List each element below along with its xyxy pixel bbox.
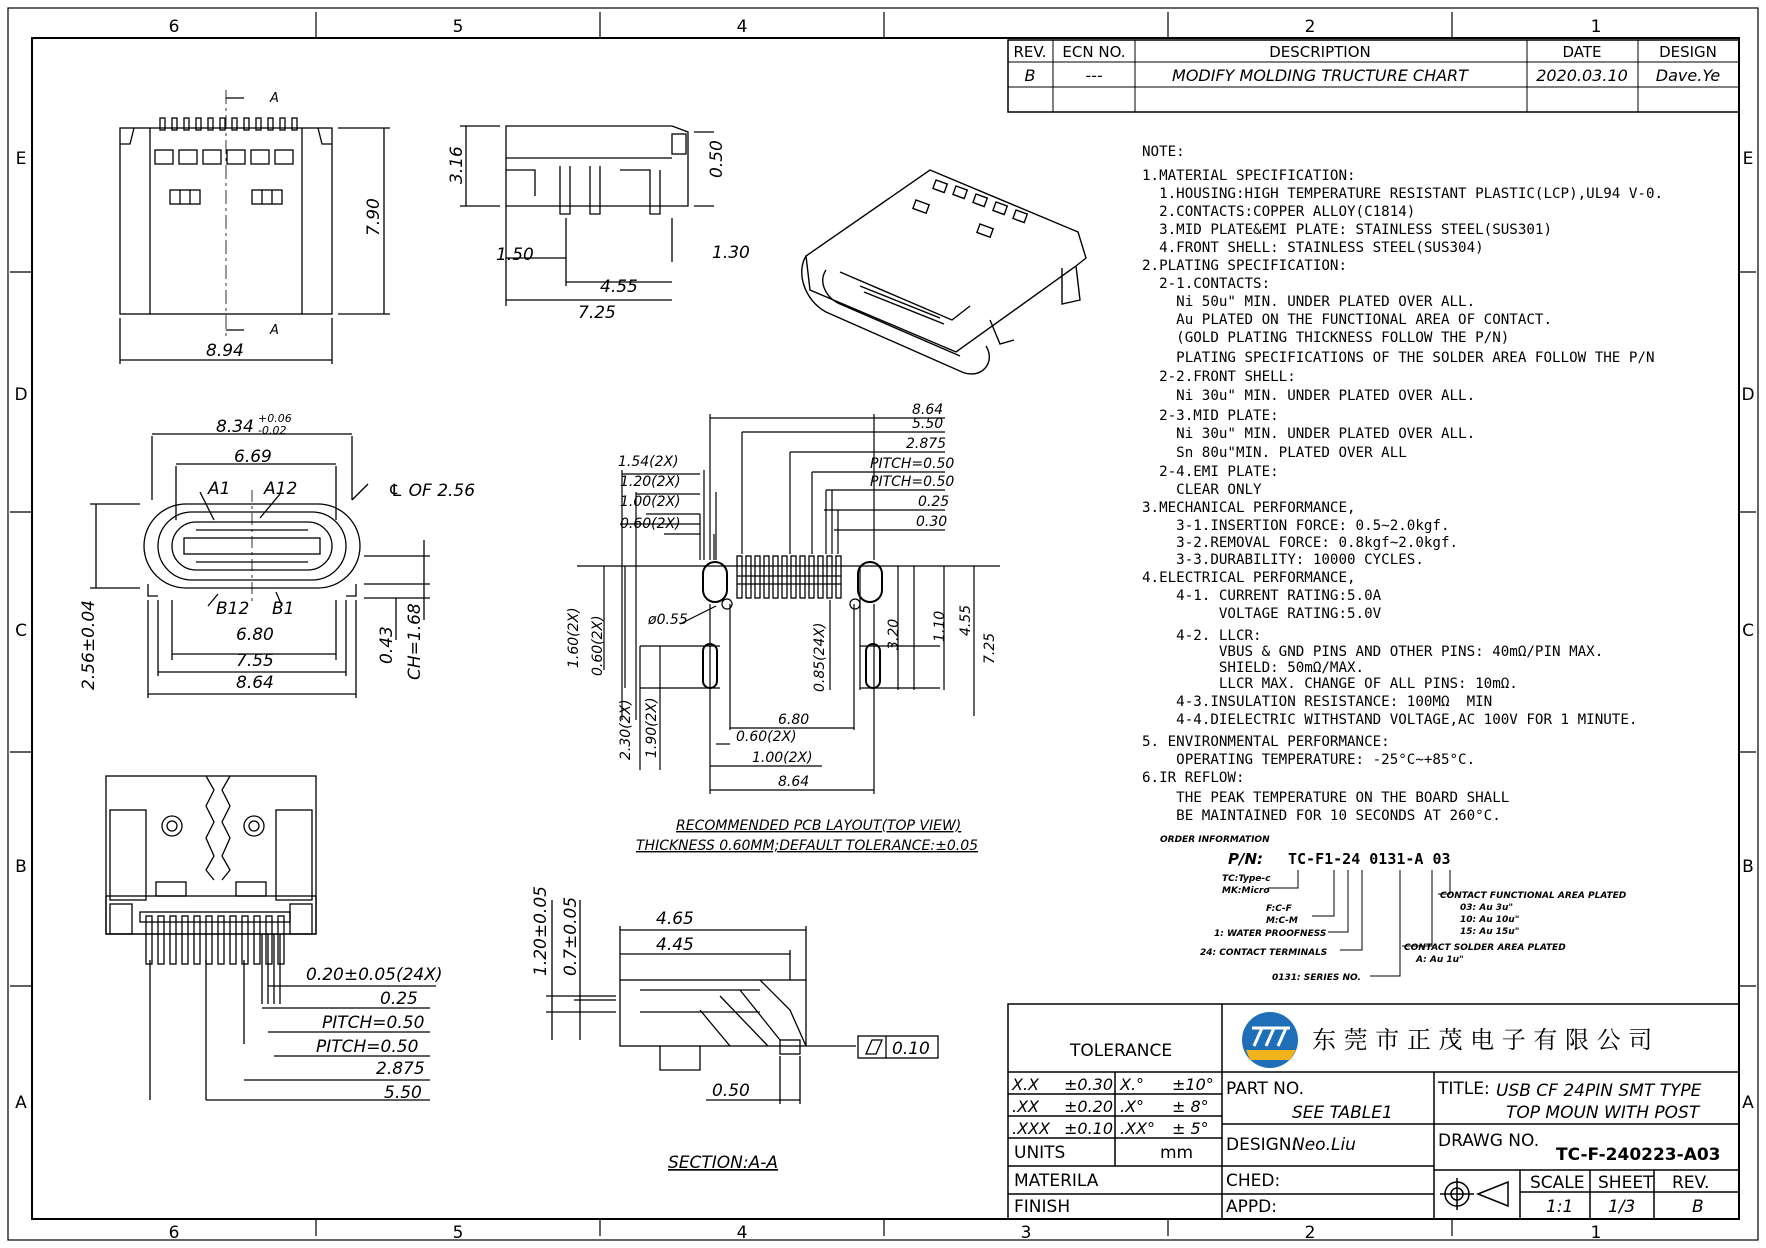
dim-7-55: 7.55 bbox=[236, 651, 274, 671]
note-line: 3-1.INSERTION FORCE: 0.5~2.0kgf. bbox=[1142, 518, 1450, 534]
pn-label: P/N: bbox=[1228, 850, 1264, 868]
scale-label: SCALE bbox=[1530, 1173, 1585, 1193]
order-legend: M:C-M bbox=[1266, 916, 1298, 926]
section-dim: 1.20±0.05 bbox=[531, 886, 551, 976]
pcb-dim: PITCH=0.50 bbox=[870, 474, 955, 490]
pcb-dim: 6.80 bbox=[778, 712, 810, 728]
note-line: 6.IR REFLOW: bbox=[1142, 770, 1245, 786]
units-value: mm bbox=[1160, 1143, 1194, 1163]
bottom-dim: 2.875 bbox=[376, 1059, 425, 1079]
order-legend: A: Au 1u" bbox=[1416, 955, 1464, 965]
dim-6-80: 6.80 bbox=[236, 625, 274, 645]
material-label: MATERILA bbox=[1014, 1171, 1099, 1191]
flatness-value: 0.10 bbox=[892, 1039, 930, 1059]
order-legend: CONTACT FUNCTIONAL AREA PLATED bbox=[1440, 891, 1627, 901]
title-line-1: USB CF 24PIN SMT TYPE bbox=[1496, 1081, 1702, 1101]
row-label: A bbox=[15, 1093, 27, 1113]
design-value: Neo.Liu bbox=[1292, 1135, 1356, 1155]
isometric-view bbox=[802, 170, 1086, 374]
tol-b: ±0.20 bbox=[1064, 1097, 1114, 1116]
dim-3-16: 3.16 bbox=[447, 146, 467, 184]
note-line: (GOLD PLATING THICKNESS FOLLOW THE P/N) bbox=[1142, 330, 1510, 346]
note-line: 4-2. LLCR: bbox=[1142, 628, 1262, 644]
row-label: D bbox=[1741, 385, 1755, 405]
col-label: 3 bbox=[1020, 1223, 1032, 1243]
section-dim: 0.50 bbox=[712, 1081, 750, 1101]
row-label: E bbox=[1742, 149, 1754, 169]
side-view-dims bbox=[447, 140, 750, 323]
pcb-dim: 0.60(2X) bbox=[620, 516, 681, 532]
pin-a1: A1 bbox=[208, 479, 231, 499]
order-legend: 10: Au 10u" bbox=[1460, 915, 1520, 925]
note-line: 2-4.EMI PLATE: bbox=[1142, 464, 1279, 480]
company-name: 东 莞 市 正 茂 电 子 有 限 公 司 bbox=[1312, 1026, 1653, 1054]
pcb-dim: 1.20(2X) bbox=[620, 474, 681, 490]
row-label: B bbox=[15, 857, 27, 877]
col-label: 4 bbox=[736, 17, 748, 37]
sheet-value: 1/3 bbox=[1608, 1197, 1636, 1217]
note-line: 2-3.MID PLATE: bbox=[1142, 408, 1279, 424]
note-line: 3.MID PLATE&EMI PLATE: STAINLESS STEEL(SUS301) bbox=[1142, 222, 1552, 238]
row-label: D bbox=[14, 385, 28, 405]
order-legend: CONTACT SOLDER AREA PLATED bbox=[1404, 943, 1566, 953]
dim-8-34: 8.34 bbox=[216, 417, 254, 437]
sheet-label: SHEET bbox=[1598, 1173, 1654, 1193]
pcb-dim: 4.55 bbox=[958, 604, 974, 636]
col-label: 2 bbox=[1304, 1223, 1316, 1243]
drawg-value: TC-F-240223-A03 bbox=[1556, 1145, 1721, 1165]
note-line: Sn 80u"MIN. PLATED OVER ALL bbox=[1142, 445, 1407, 461]
row-label: E bbox=[15, 149, 27, 169]
section-dim: 4.65 bbox=[656, 909, 694, 929]
tol-d: ±10° bbox=[1172, 1075, 1214, 1094]
order-legend: F:C-F bbox=[1266, 904, 1292, 914]
row-label: C bbox=[1742, 621, 1754, 641]
note-line: Au PLATED ON THE FUNCTIONAL AREA OF CONTACT. bbox=[1142, 312, 1552, 328]
order-info bbox=[1160, 835, 1627, 983]
order-legend: 15: Au 15u" bbox=[1460, 927, 1520, 937]
pcb-dim: ø0.55 bbox=[648, 612, 688, 628]
section-dim: 4.45 bbox=[656, 935, 694, 955]
pcb-dim: 8.64 bbox=[778, 774, 810, 790]
note-line: 2.PLATING SPECIFICATION: bbox=[1142, 258, 1347, 274]
part-no-label: PART NO. bbox=[1226, 1079, 1304, 1099]
bottom-dim: PITCH=0.50 bbox=[316, 1037, 419, 1057]
note-line: 5. ENVIRONMENTAL PERFORMANCE: bbox=[1142, 734, 1390, 750]
row-label: A bbox=[1742, 1093, 1754, 1113]
tolerance-label: TOLERANCE bbox=[1070, 1041, 1173, 1061]
note-line: SHIELD: 50mΩ/MAX. bbox=[1142, 660, 1365, 676]
note-line: BE MAINTAINED FOR 10 SECONDS AT 260°C. bbox=[1142, 808, 1501, 824]
col-label: 6 bbox=[168, 1223, 180, 1243]
title-line-2: TOP MOUN WITH POST bbox=[1506, 1103, 1700, 1123]
notes-block bbox=[1142, 144, 1663, 824]
order-legend: MK:Micro bbox=[1222, 886, 1270, 896]
note-line: 2-2.FRONT SHELL: bbox=[1142, 369, 1296, 385]
appd-label: APPD: bbox=[1226, 1197, 1277, 1217]
tol-c: .XX° bbox=[1120, 1119, 1156, 1138]
pin-b12: B12 bbox=[216, 599, 250, 619]
tol-d: ± 5° bbox=[1172, 1119, 1209, 1138]
col-label: 4 bbox=[736, 1223, 748, 1243]
rev-label: REV. bbox=[1672, 1173, 1710, 1193]
drawg-label: DRAWG NO. bbox=[1438, 1131, 1540, 1151]
note-line: 3-2.REMOVAL FORCE: 0.8kgf~2.0kgf. bbox=[1142, 535, 1459, 551]
pcb-dim: 0.85(24X) bbox=[812, 622, 828, 692]
finish-label: FINISH bbox=[1014, 1197, 1071, 1217]
dim-tol-minus: -0.02 bbox=[258, 424, 287, 437]
row-label: C bbox=[15, 621, 27, 641]
note-line: VOLTAGE RATING:5.0V bbox=[1142, 606, 1382, 622]
date-value: 2020.03.10 bbox=[1536, 66, 1628, 85]
dim-7-25: 7.25 bbox=[578, 303, 616, 323]
desc-value: MODIFY MOLDING TRUCTURE CHART bbox=[1172, 66, 1468, 85]
logo-band bbox=[1246, 1050, 1296, 1060]
col-label: 1 bbox=[1590, 1223, 1602, 1243]
pcb-dim: 1.54(2X) bbox=[618, 454, 679, 470]
note-line: 4-4.DIELECTRIC WITHSTAND VOLTAGE,AC 100V FOR 1 MINUTE. bbox=[1142, 712, 1638, 728]
dim-7-90: 7.90 bbox=[364, 198, 384, 236]
side-view bbox=[460, 126, 714, 306]
top-view bbox=[120, 90, 390, 364]
pcb-dims bbox=[566, 402, 998, 854]
company-logo bbox=[1242, 1012, 1298, 1068]
pcb-dim: PITCH=0.50 bbox=[870, 456, 955, 472]
bottom-dim: 0.25 bbox=[380, 989, 418, 1009]
order-legend: TC:Type-c bbox=[1222, 874, 1271, 884]
units-label: UNITS bbox=[1014, 1143, 1066, 1163]
pcb-dim: 5.50 bbox=[912, 416, 944, 432]
scale-value: 1:1 bbox=[1546, 1197, 1574, 1217]
top-view-dims bbox=[206, 91, 384, 361]
part-no-value: SEE TABLE1 bbox=[1292, 1103, 1393, 1123]
col-label: 5 bbox=[452, 1223, 464, 1243]
note-line: 4-3.INSULATION RESISTANCE: 100MΩ MIN bbox=[1142, 694, 1493, 710]
note-line: NOTE: bbox=[1142, 144, 1185, 160]
pcb-dim: 2.875 bbox=[906, 436, 947, 452]
pcb-dim: 1.60(2X) bbox=[566, 607, 582, 668]
note-line: PLATING SPECIFICATIONS OF THE SOLDER AREA FOLLOW THE P/N bbox=[1142, 350, 1655, 366]
note-line: VBUS & GND PINS AND OTHER PINS: 40mΩ/PIN MAX. bbox=[1142, 644, 1604, 660]
pin-a12: A12 bbox=[264, 479, 298, 499]
tol-c: .X° bbox=[1120, 1097, 1145, 1116]
rev-header: REV. bbox=[1013, 43, 1047, 61]
date-header: DATE bbox=[1562, 43, 1602, 61]
tol-d: ± 8° bbox=[1172, 1097, 1209, 1116]
revision-table bbox=[1008, 40, 1739, 112]
section-dims bbox=[531, 886, 930, 1173]
section-caption: SECTION:A-A bbox=[668, 1153, 779, 1173]
design-header: DESIGN bbox=[1659, 43, 1717, 61]
ecn-header: ECN NO. bbox=[1062, 43, 1126, 61]
dim-1-50: 1.50 bbox=[496, 245, 534, 265]
centerline-note: ℄ OF 2.56 bbox=[388, 481, 476, 501]
pcb-dim: 3.20 bbox=[886, 618, 902, 650]
bottom-dim: 5.50 bbox=[384, 1083, 422, 1103]
pcb-dim: 1.00(2X) bbox=[620, 494, 681, 510]
note-line: 2.CONTACTS:COPPER ALLOY(C1814) bbox=[1142, 204, 1416, 220]
pcb-dim: 1.00(2X) bbox=[752, 750, 813, 766]
ched-label: CHED: bbox=[1226, 1171, 1281, 1191]
note-line: CLEAR ONLY bbox=[1142, 482, 1262, 498]
order-legend: 1: WATER PROOFNESS bbox=[1214, 929, 1327, 939]
section-dim: 0.7±0.05 bbox=[561, 896, 581, 976]
bottom-dim: PITCH=0.50 bbox=[322, 1013, 425, 1033]
design-label: DESIGN: bbox=[1226, 1135, 1298, 1155]
note-line: 1.HOUSING:HIGH TEMPERATURE RESISTANT PLASTIC(LCP),UL94 V-0. bbox=[1142, 186, 1664, 202]
tol-a: .XX bbox=[1012, 1097, 1040, 1116]
tol-c: X.° bbox=[1120, 1075, 1145, 1094]
ecn-value: --- bbox=[1085, 66, 1103, 85]
note-line: THE PEAK TEMPERATURE ON THE BOARD SHALL bbox=[1142, 790, 1510, 806]
desc-header: DESCRIPTION bbox=[1269, 43, 1371, 61]
dim-6-69: 6.69 bbox=[234, 447, 272, 467]
note-line: Ni 30u" MIN. UNDER PLATED OVER ALL. bbox=[1142, 388, 1476, 404]
pcb-dim: 0.30 bbox=[916, 514, 948, 530]
col-label: 6 bbox=[168, 17, 180, 37]
order-heading: ORDER INFORMATION bbox=[1160, 835, 1270, 845]
pin-b1: B1 bbox=[272, 599, 295, 619]
tol-a: X.X bbox=[1012, 1075, 1040, 1094]
rev-value: B bbox=[1692, 1197, 1704, 1217]
rev-value: B bbox=[1024, 66, 1036, 85]
note-line: 1.MATERIAL SPECIFICATION: bbox=[1142, 168, 1356, 184]
dim-ch-1-68: CH=1.68 bbox=[405, 603, 425, 680]
pcb-dim: 1.90(2X) bbox=[644, 697, 660, 758]
dim-8-94: 8.94 bbox=[206, 341, 244, 361]
title-block-text bbox=[1011, 1026, 1721, 1217]
pn-value: TC-F1-24 0131-A 03 bbox=[1288, 850, 1451, 868]
order-legend: 24: CONTACT TERMINALS bbox=[1200, 948, 1328, 958]
order-legend: 0131: SERIES NO. bbox=[1272, 973, 1361, 983]
tol-b: ±0.10 bbox=[1064, 1119, 1114, 1138]
pcb-dim: 0.60(2X) bbox=[736, 729, 797, 745]
dim-0-50: 0.50 bbox=[707, 140, 727, 178]
dim-tol-plus: +0.06 bbox=[258, 412, 292, 425]
note-line: 4.FRONT SHELL: STAINLESS STEEL(SUS304) bbox=[1142, 240, 1484, 256]
tol-a: .XXX bbox=[1012, 1119, 1050, 1138]
pcb-dim: 8.64 bbox=[912, 402, 944, 418]
note-line: Ni 50u" MIN. UNDER PLATED OVER ALL. bbox=[1142, 294, 1476, 310]
note-line: 3.MECHANICAL PERFORMANCE, bbox=[1142, 500, 1356, 516]
dim-2-56: 2.56±0.04 bbox=[79, 600, 99, 690]
note-line: OPERATING TEMPERATURE: -25°C~+85°C. bbox=[1142, 752, 1476, 768]
dim-8-64: 8.64 bbox=[236, 673, 274, 693]
pcb-dim: 2.30(2X) bbox=[618, 699, 634, 760]
note-line: 3-3.DURABILITY: 10000 CYCLES. bbox=[1142, 552, 1424, 568]
note-line: Ni 30u" MIN. UNDER PLATED OVER ALL. bbox=[1142, 426, 1476, 442]
pcb-caption: RECOMMENDED PCB LAYOUT(TOP VIEW) bbox=[676, 818, 962, 834]
pcb-caption: THICKNESS 0.60MM;DEFAULT TOLERANCE:±0.05 bbox=[636, 838, 979, 854]
title-label: TITLE: bbox=[1438, 1079, 1490, 1099]
order-legend: 03: Au 3u" bbox=[1460, 903, 1514, 913]
col-label: 5 bbox=[452, 17, 464, 37]
note-line: 2-1.CONTACTS: bbox=[1142, 276, 1271, 292]
note-line: 4-1. CURRENT RATING:5.0A bbox=[1142, 588, 1382, 604]
design-value: Dave.Ye bbox=[1655, 66, 1721, 85]
note-line: LLCR MAX. CHANGE OF ALL PINS: 10mΩ. bbox=[1142, 676, 1518, 692]
dim-1-30: 1.30 bbox=[712, 243, 750, 263]
pcb-dim: 1.10 bbox=[932, 610, 948, 642]
pcb-dim: 0.60(2X) bbox=[590, 615, 606, 676]
pcb-dim: 7.25 bbox=[982, 632, 998, 664]
note-line: 4.ELECTRICAL PERFORMANCE, bbox=[1142, 570, 1356, 586]
row-label: B bbox=[1742, 857, 1754, 877]
col-label: 1 bbox=[1590, 17, 1602, 37]
section-mark: A bbox=[270, 91, 279, 106]
col-label: 2 bbox=[1304, 17, 1316, 37]
dim-0-43: 0.43 bbox=[377, 626, 397, 664]
section-view bbox=[546, 900, 938, 1104]
dim-4-55: 4.55 bbox=[600, 277, 638, 297]
front-view-dims bbox=[79, 412, 475, 693]
pcb-dim: 0.25 bbox=[918, 494, 950, 510]
section-mark: A bbox=[270, 323, 279, 338]
bottom-dim: 0.20±0.05(24X) bbox=[306, 965, 443, 985]
tol-b: ±0.30 bbox=[1064, 1075, 1114, 1094]
